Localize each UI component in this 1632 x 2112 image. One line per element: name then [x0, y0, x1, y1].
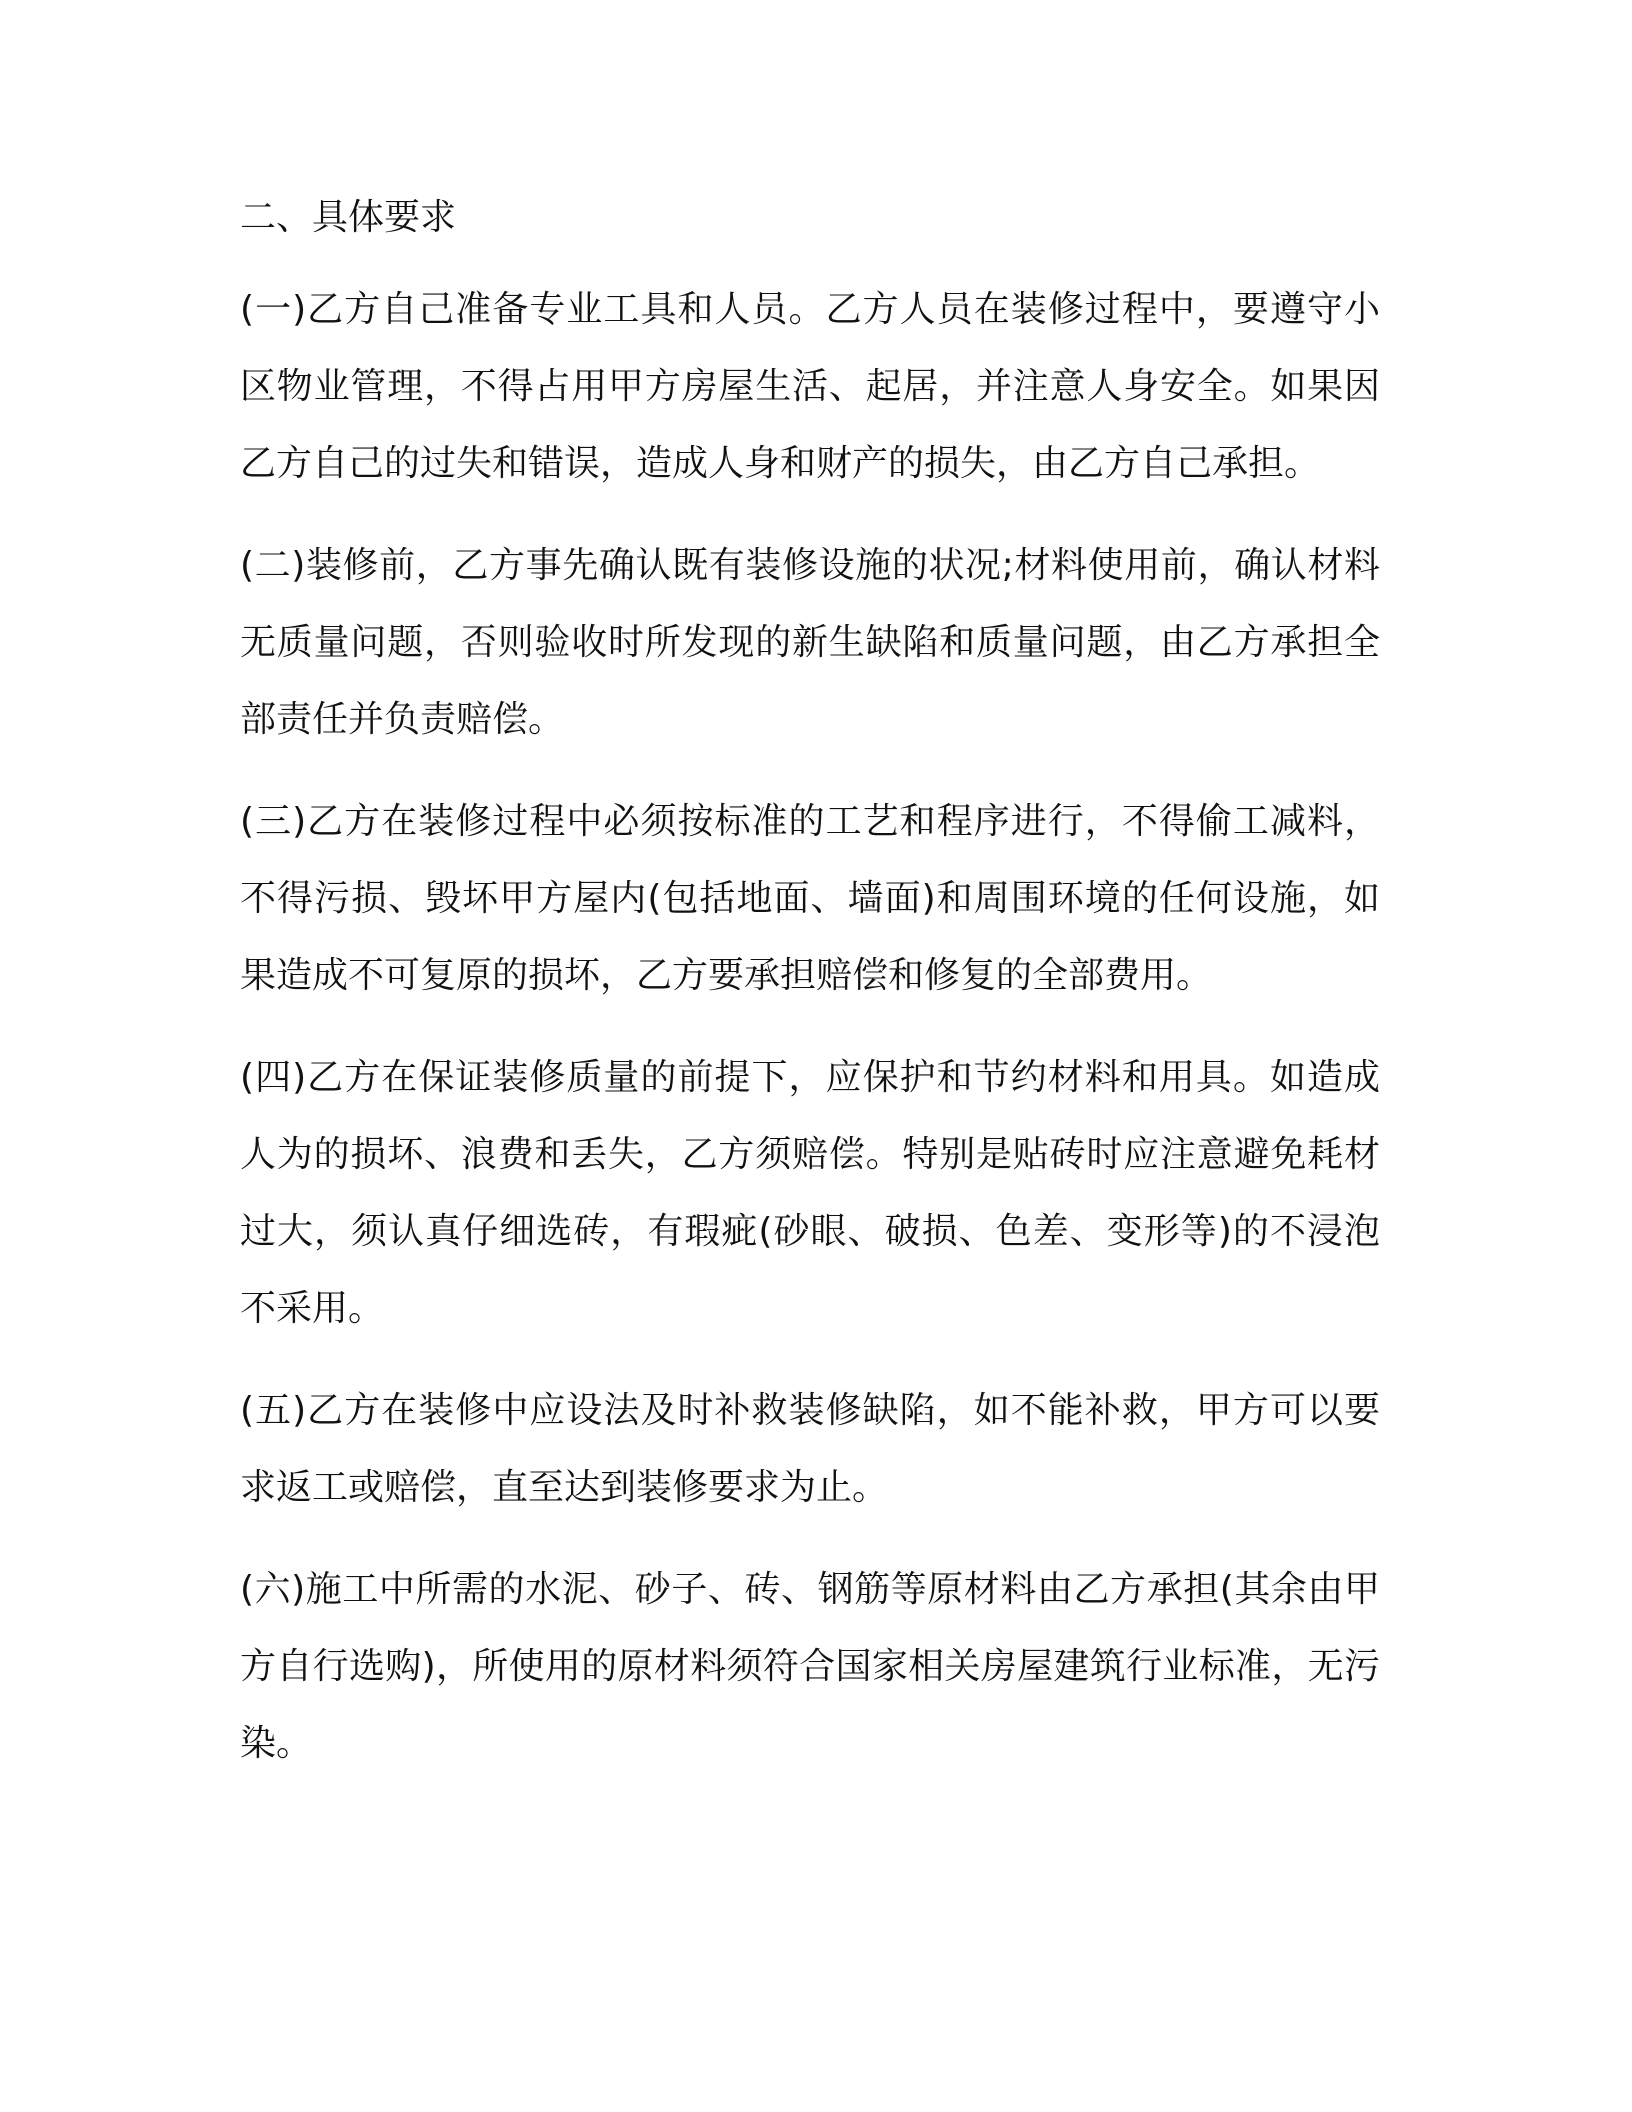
- paragraph-4: (四)乙方在保证装修质量的前提下，应保护和节约材料和用具。如造成人为的损坏、浪费和丢失，乙方须赔偿。特别是贴砖时应注意避免耗材过大，须认真仔细选砖，有瑕疵(砂眼、破损、色差、变形等)的不浸泡不采用。: [240, 1057, 1380, 1329]
- paragraph-2: (二)装修前，乙方事先确认既有装修设施的状况;材料使用前，确认材料无质量问题，否则验收时所发现的新生缺陷和质量问题，由乙方承担全部责任并负责赔偿。: [240, 545, 1380, 740]
- document-page: [240, 190, 1380, 1807]
- section-heading: 二、具体要求: [240, 197, 457, 238]
- paragraph-6: (六)施工中所需的水泥、砂子、砖、钢筋等原材料由乙方承担(其余由甲方自行选购)，所使用的原材料须符合国家相关房屋建筑行业标准，无污染。: [240, 1569, 1380, 1764]
- paragraph-1: (一)乙方自己准备专业工具和人员。乙方人员在装修过程中，要遵守小区物业管理，不得占用甲方房屋生活、起居，并注意人身安全。如果因乙方自己的过失和错误，造成人身和财产的损失，由乙方自己承担。: [240, 289, 1380, 484]
- paragraph-5: (五)乙方在装修中应设法及时补救装修缺陷，如不能补救，甲方可以要求返工或赔偿，直至达到装修要求为止。: [240, 1390, 1380, 1508]
- paragraph-3: (三)乙方在装修过程中必须按标准的工艺和程序进行，不得偷工减料，不得污损、毁坏甲方屋内(包括地面、墙面)和周围环境的任何设施，如果造成不可复原的损坏，乙方要承担赔偿和修复的全部费用。: [240, 801, 1380, 996]
